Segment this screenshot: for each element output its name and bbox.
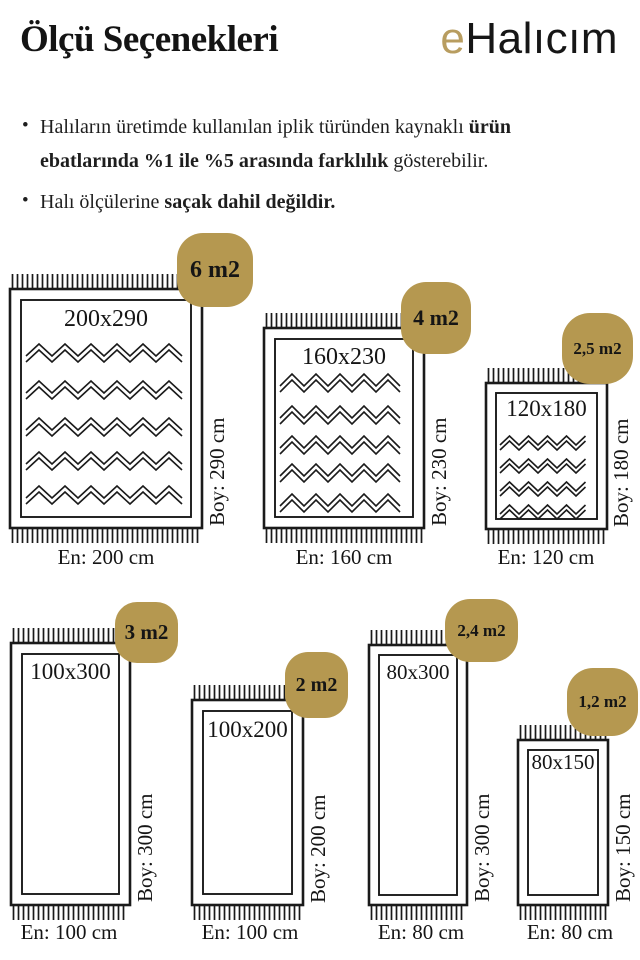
fringe-top <box>14 628 124 643</box>
rug-height-label: Boy: 200 cm <box>306 794 330 903</box>
rug-height-label: Boy: 300 cm <box>133 793 157 902</box>
page-title: Ölçü Seçenekleri <box>20 19 279 60</box>
fringe-bottom <box>14 905 124 920</box>
rug-width-label: En: 80 cm <box>526 920 614 944</box>
rug-height-label: Boy: 230 cm <box>427 417 451 526</box>
brand-logo-accent: e <box>440 14 466 63</box>
rug-size-label: 80x150 <box>531 750 595 774</box>
rug-height-label: Boy: 300 cm <box>470 793 494 902</box>
fringe-top <box>267 313 422 328</box>
rug-width-label: En: 200 cm <box>57 545 155 569</box>
area-badge: 2 m2 <box>285 652 348 718</box>
fringe-bottom <box>13 528 198 543</box>
rug-height-label: Boy: 180 cm <box>609 418 633 527</box>
rug-width-label: En: 100 cm <box>201 920 299 944</box>
rug-size-label: 120x180 <box>506 396 587 421</box>
rug-size-label: 200x290 <box>64 306 148 332</box>
rug-width-label: En: 100 cm <box>20 920 118 944</box>
fringe-bottom <box>372 905 462 920</box>
fringe-bottom <box>267 528 422 543</box>
note-text-bold: ürün ebatlarında %1 ile %5 arasında farklılık <box>40 116 512 172</box>
note-text-run: Halıların üretimde kullanılan iplik türünden kaynaklı <box>40 116 469 138</box>
area-badge: 1,2 m2 <box>567 668 638 736</box>
fringe-bottom <box>489 529 604 544</box>
fringe-top <box>195 685 300 700</box>
bullet-icon: • <box>22 190 29 211</box>
fringe-bottom <box>195 905 300 920</box>
fringe-bottom <box>521 905 606 920</box>
area-badge: 2,5 m2 <box>562 313 633 384</box>
note-text-run: Halı ölçülerine <box>40 191 165 213</box>
brand-logo-text: Halıcım <box>465 14 618 63</box>
note-text-bold: saçak dahil değildir. <box>164 191 336 213</box>
bullet-icon: • <box>22 115 29 136</box>
rug-size-label: 80x300 <box>386 660 450 684</box>
rug-size-label: 100x200 <box>207 717 288 742</box>
area-badge: 3 m2 <box>115 602 178 663</box>
rug-width-label: En: 160 cm <box>295 545 393 569</box>
note-text-run: gösterebilir. <box>388 150 489 172</box>
area-badge: 6 m2 <box>177 233 253 307</box>
rug-width-label: En: 120 cm <box>497 545 595 569</box>
rug-height-label: Boy: 290 cm <box>205 417 229 526</box>
rug-art-120x180 <box>486 368 607 544</box>
fringe-top <box>13 274 198 289</box>
area-badge: 4 m2 <box>401 282 471 354</box>
rug-height-label: Boy: 150 cm <box>611 793 635 902</box>
rug-width-label: En: 80 cm <box>377 920 465 944</box>
rug-size-label: 160x230 <box>302 344 386 370</box>
area-badge: 2,4 m2 <box>445 599 518 662</box>
rug-size-label: 100x300 <box>30 659 111 684</box>
